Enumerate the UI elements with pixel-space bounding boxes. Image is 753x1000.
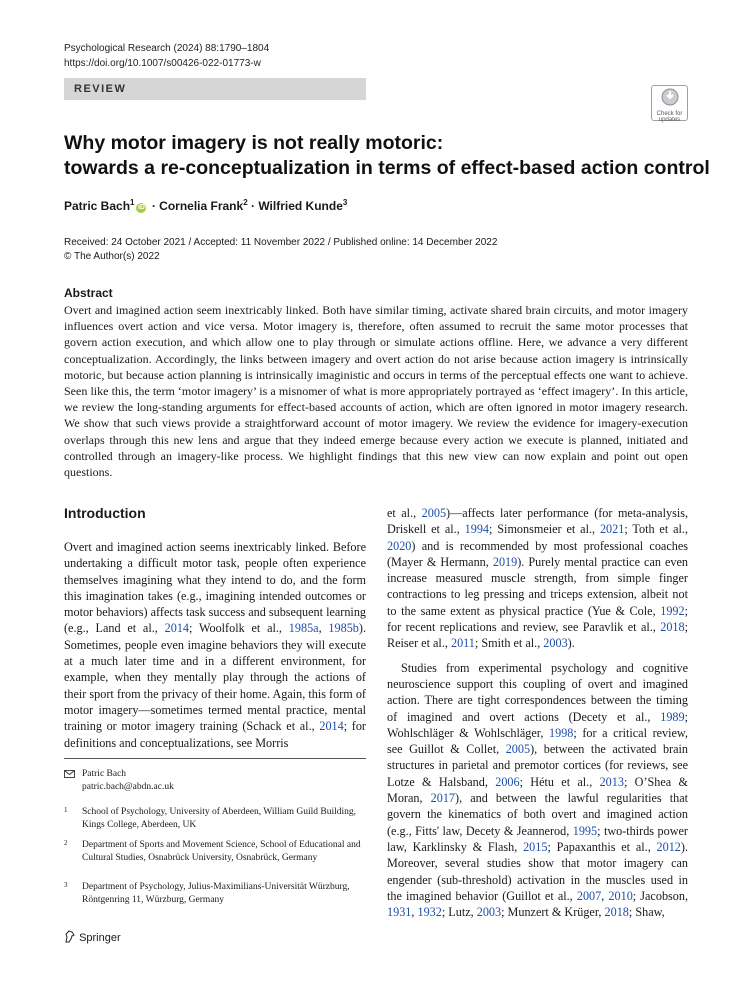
citation-link[interactable]: 2013 bbox=[599, 774, 624, 789]
orcid-icon[interactable]: iD bbox=[137, 204, 145, 211]
publisher-logo bbox=[64, 930, 121, 944]
correspondence-block bbox=[64, 768, 174, 794]
crossmark-icon bbox=[661, 88, 679, 106]
copyright-line: © The Author(s) 2022 bbox=[64, 251, 160, 262]
article-title bbox=[64, 131, 710, 181]
citation-link[interactable]: 1998 bbox=[549, 725, 574, 740]
citation-link[interactable]: 2006 bbox=[495, 774, 520, 789]
springer-horse-icon bbox=[64, 930, 76, 943]
journal-citation: Psychological Research (2024) 88:1790–1804 bbox=[64, 43, 270, 54]
affiliation-number: 2 bbox=[64, 839, 68, 847]
affiliation bbox=[64, 806, 366, 832]
citation-link[interactable]: 1985a bbox=[288, 621, 319, 636]
citation-link[interactable]: 2005 bbox=[505, 742, 531, 757]
citation-link[interactable]: 1995 bbox=[572, 823, 598, 838]
citation-link[interactable]: 2010 bbox=[608, 888, 633, 903]
affiliation-number: 3 bbox=[64, 881, 68, 889]
citation-link[interactable]: 2003 bbox=[543, 636, 568, 651]
title-line-1: Why motor imagery is not really motoric: bbox=[64, 132, 444, 154]
publisher-name: Springer bbox=[79, 932, 121, 944]
dates-line: Received: 24 October 2021 / Accepted: 11 November 2022 / Published online: 14 December 2022 bbox=[64, 237, 498, 248]
affiliation-text: Department of Psychology, Julius-Maximilians-Universität Würzburg, Röntgenring 11, Würzburg, Germany bbox=[82, 882, 350, 905]
affiliation bbox=[64, 839, 366, 865]
author-name[interactable]: Patric Bach bbox=[64, 199, 131, 213]
paragraph: Studies from experimental psychology and cognitive neuroscience support this coupling of overt and imagined action. There are tight correspondences between the timing of imagined and overt actions (Decety et al., 1989; Wohlschläger & Wohlschläger, 1998; for a critical review, see Guillot & Collet, 2005), between the activated brain structures in parietal and premotor cortices (for reviews, see Lotze & Halsband, 2006; Hétu et al., 2013; O’Shea & Moran, 2017), and between the lawful regularities that govern the kinematics of both overt and imagined action (e.g., Fitts' law, Decety & Jeannerod, 1995; two-thirds power law, Karklinsky & Flash, 2015; Papaxanthis et al., 2012). Moreover, several studies show that motor imagery can engender (sub-threshold) activation in the muscles used in the imagined behavior (Guillot et al., 2007, 2010; Jacobson, 1931, 1932; Lutz, 2003; Munzert & Krüger, 2018; Shaw, bbox=[387, 660, 689, 920]
correspondence-email[interactable]: patric.bach@abdn.ac.uk bbox=[82, 782, 174, 792]
citation-link[interactable]: 1989 bbox=[660, 709, 685, 724]
section-label-bar: REVIEW bbox=[64, 78, 366, 100]
publication-dates bbox=[64, 236, 497, 264]
citation-link[interactable]: 2019 bbox=[492, 554, 518, 569]
affiliation bbox=[64, 881, 366, 907]
correspondence-name: Patric Bach bbox=[82, 769, 127, 779]
citation-link[interactable]: 2011 bbox=[450, 636, 475, 651]
journal-header bbox=[64, 41, 269, 71]
citation-link[interactable]: 2012 bbox=[656, 839, 681, 854]
badge-label: Check for updates bbox=[656, 111, 683, 123]
author-name[interactable]: Cornelia Frank bbox=[159, 199, 244, 213]
envelope-icon bbox=[64, 770, 75, 778]
citation-link[interactable]: 1931 bbox=[387, 905, 412, 920]
doi-link[interactable]: https://doi.org/10.1007/s00426-022-01773-w bbox=[64, 58, 261, 69]
citation-link[interactable]: 2003 bbox=[476, 905, 502, 920]
paragraph: et al., 2005)—affects later performance (for meta-analysis, Driskell et al., 1994; Simonsmeier et al., 2021; Toth et al., 2020) and is recommended by most professional coaches (Mayer & Hermann, 2019). Purely mental practice can even increase measured muscle strength, from simple finger contractions to leg pressing and triceps extension, albeit not to the same extent as physical practice (Yue & Cole, 1992; for recent replications and review, see Paravlik et al., 2018; Reiser et al., 2011; Smith et al., 2003). bbox=[387, 506, 689, 651]
citation-link[interactable]: 2014 bbox=[164, 621, 189, 636]
citation-link[interactable]: 1994 bbox=[464, 522, 489, 537]
affiliation-text: School of Psychology, University of Aberdeen, William Guild Building, Kings College, Aberdeen, UK bbox=[82, 807, 357, 830]
author-affiliation-mark: 1 bbox=[130, 198, 135, 207]
body-column-right bbox=[387, 505, 688, 920]
section-heading-introduction: Introduction bbox=[64, 505, 146, 521]
author-affiliation-mark: 3 bbox=[342, 198, 348, 207]
citation-link[interactable]: 2005 bbox=[421, 506, 447, 520]
affiliation-text: Department of Sports and Movement Science, School of Educational and Cultural Studies, Osnabrück University, Osnabrück, Germany bbox=[82, 840, 361, 863]
citation-link[interactable]: 2017 bbox=[430, 791, 456, 806]
citation-link[interactable]: 1932 bbox=[417, 905, 442, 920]
body-column-left bbox=[64, 539, 366, 751]
abstract-body bbox=[64, 302, 688, 480]
citation-link[interactable]: 1992 bbox=[660, 603, 685, 618]
citation-link[interactable]: 1985b bbox=[328, 621, 359, 636]
footnote-divider bbox=[64, 758, 366, 759]
author-affiliation-mark: 2 bbox=[243, 198, 248, 207]
check-for-updates-badge[interactable] bbox=[651, 85, 688, 121]
citation-link[interactable]: 2018 bbox=[660, 620, 685, 635]
citation-link[interactable]: 2015 bbox=[523, 839, 548, 854]
author-list: Patric Bach$^1$iD · Cornelia Frank$^2$ · Wilfried Kunde$^3$ bbox=[64, 198, 348, 213]
citation-link[interactable]: 2007 bbox=[576, 888, 602, 903]
paragraph: Overt and imagined action seems inextricably linked. Before undertaking a difficult motor task, people often experience themselves imagining what they intend to do, and the form this imagination takes (e.g., imagining intended outcomes or motor behaviors) affects task success and subsequent learning (e.g., Land et al., 2014; Woolfolk et al., 1985a, 1985b). Sometimes, people even imagine behaviors they will execute at a much later time and in a different environment, for example, when they mentally play through the actions of their sport from the privacy of their home. Again, this form of motor imagery—sometimes termed mental practice, mental training or motor imagery training (Schack et al., 2014; for definitions and conceptualizations, see Morris bbox=[64, 540, 367, 750]
citation-link[interactable]: 2018 bbox=[604, 905, 629, 920]
abstract-text: Overt and imagined action seem inextricably linked. Both have similar timing, activate shared brain circuits, and motor imagery influences overt action and vice versa. Motor imagery is, therefore, often assumed to recruit the same motor processes that govern action execution, and which allow one to play through or simulate actions offline. Here, we advance a very different conceptualization. Accordingly, the links between imagery and overt action do not arise because action imagery is intrinsically motoric, but because action planning is intrinsically imaginistic and occurs in terms of the perceptual effects one want to achieve. Seen like this, the term ‘motor imagery’ is a misnomer of what is more appropriately portrayed as ‘effect imagery’. In this article, we review the long-standing arguments for effect-based accounts of action, which are often ignored in motor imagery research. We show that such views provide a straightforward account of motor imagery. We review the evidence for imagery-execution overlaps through this new lens and argue that they indeed emerge because every action we execute is planned, initiated and controlled through an imagery-like process. We highlight findings that this new view can now explain and point out open questions. bbox=[64, 303, 688, 480]
abstract-heading: Abstract bbox=[64, 286, 113, 300]
citation-link[interactable]: 2021 bbox=[599, 522, 625, 537]
citation-link[interactable]: 2020 bbox=[387, 538, 412, 553]
affiliation-number: 1 bbox=[64, 806, 68, 814]
citation-link[interactable]: 2014 bbox=[319, 719, 344, 734]
author-name[interactable]: Wilfried Kunde bbox=[258, 199, 343, 213]
title-line-2: towards a re-conceptualization in terms of effect-based action control bbox=[64, 157, 710, 179]
